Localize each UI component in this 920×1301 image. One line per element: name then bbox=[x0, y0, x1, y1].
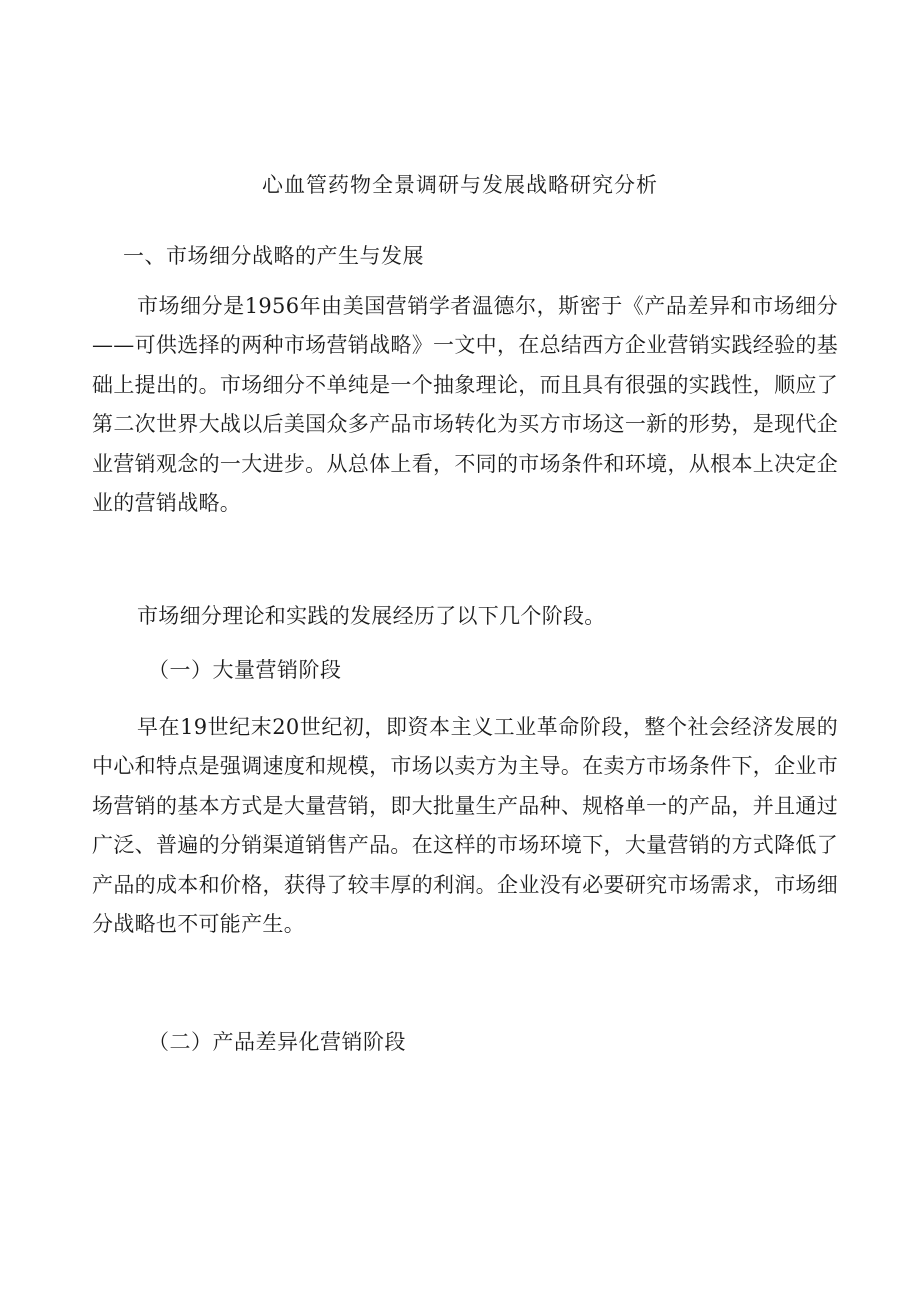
subheading-mass-marketing: （一）大量营销阶段 bbox=[148, 658, 342, 682]
subheading-product-differentiation: （二）产品差异化营销阶段 bbox=[148, 1030, 406, 1054]
paragraph-development-stages: 市场细分理论和实践的发展经历了以下几个阶段。 bbox=[137, 604, 606, 628]
section-heading: 一、市场细分战略的产生与发展 bbox=[123, 244, 424, 268]
paragraph-mass-marketing: 早在19世纪末20世纪初，即资本主义工业革命阶段，整个社会经济发展的中心和特点是强调速度和规模，市场以卖方为主导。在卖方市场条件下，企业市场营销的基本方式是大量营销，即大批量生产品种、规格单一的产品，并且通过广泛、普遍的分销渠道销售产品。在这样的市场环境下，大量营销的方式降低了产品的成本和价格，获得了较丰厚的利润。企业没有必要研究市场需求，市场细分战略也不可能产生。 bbox=[92, 715, 838, 937]
paragraph-market-segmentation-origin: 市场细分是1956年由美国营销学者温德尔，斯密于《产品差异和市场细分——可供选择的两种市场营销战略》一文中，在总结西方企业营销实践经验的基础上提出的。市场细分不单纯是一个抽象理论，而且具有很强的实践性，顺应了第二次世界大战以后美国众多产品市场转化为买方市场这一新的形势，是现代企业营销观念的一大进步。从总体上看，不同的市场条件和环境，从根本上决定企业的营销战略。 bbox=[92, 294, 838, 516]
document-title: 心血管药物全景调研与发展战略研究分析 bbox=[262, 173, 658, 197]
